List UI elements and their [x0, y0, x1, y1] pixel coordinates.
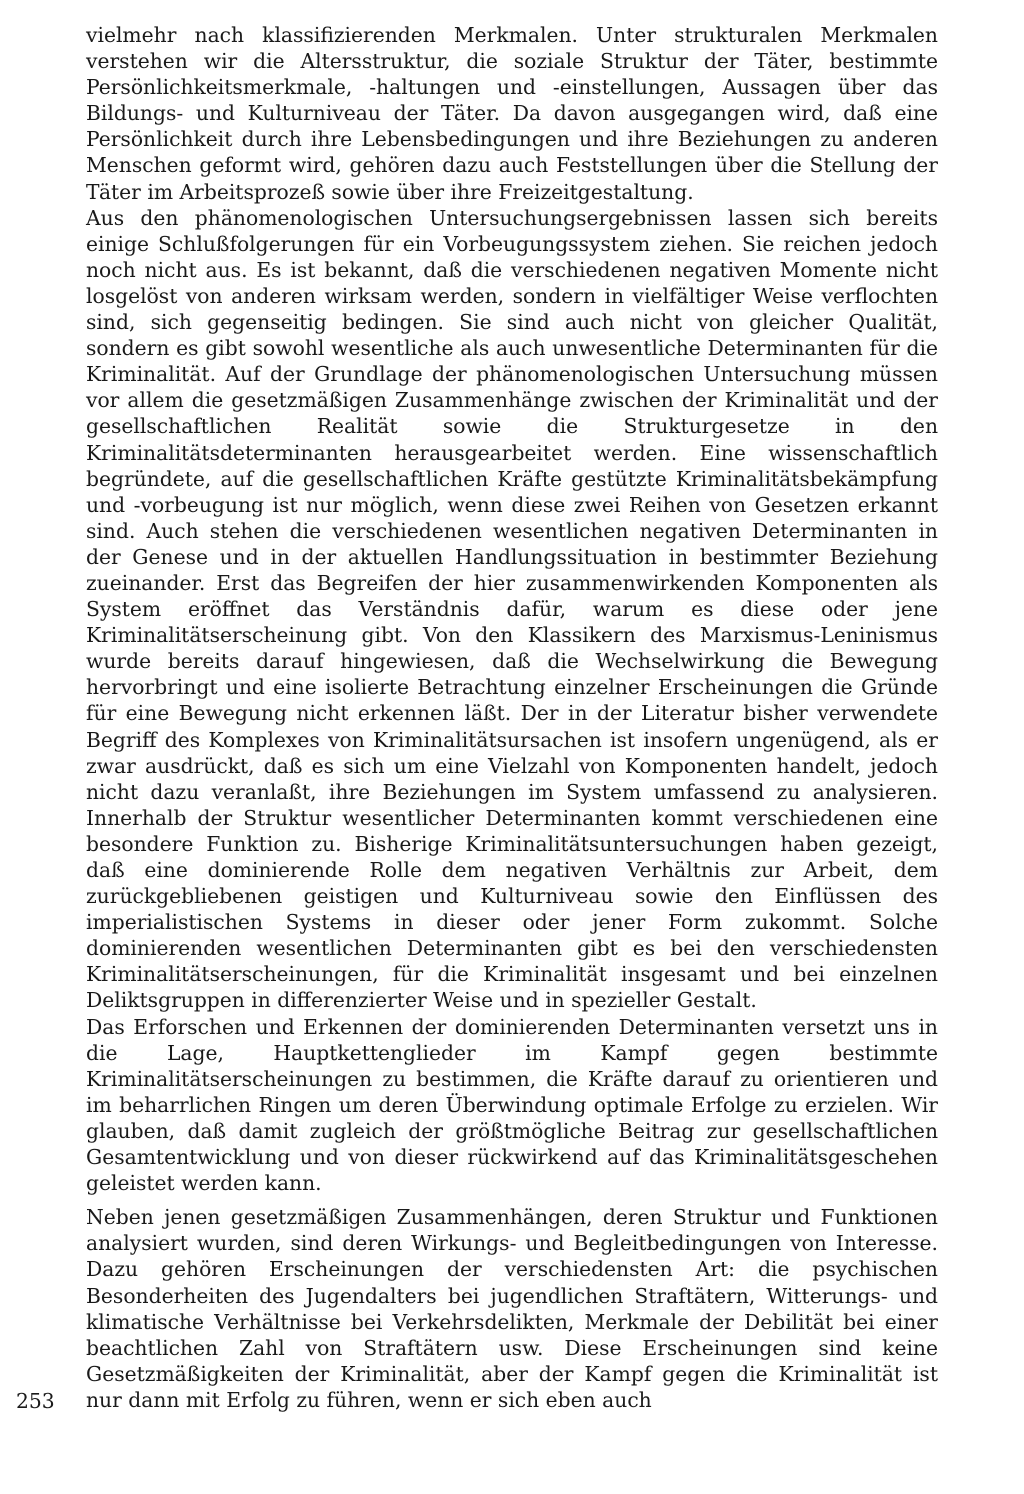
paragraph-2: Aus den phänomenologischen Untersuchungsergebnissen lassen sich bereits einige Schlußfolgerungen für ein Vorbeugungssystem ziehen. Sie reichen jedoch noch nicht aus. Es ist bekannt, daß die verschiedenen negativen Momente nicht losgelöst von anderen wirksam werden, sondern in vielfältiger Weise verflochten sind, sich gegenseitig bedingen. Sie sind auch nicht von gleicher Qualität, sondern es gibt sowohl wesentliche als auch unwesentliche Determinanten für die Kriminalität. Auf der Grundlage der phänomenologischen Untersuchung müssen vor allem die gesetzmäßigen Zusammenhänge zwischen der Kriminalität und der gesellschaftlichen Realität sowie die Strukturgesetze in den Kriminalitätsdeterminanten herausgearbeitet werden. Eine wissenschaftlich begründete, auf die gesellschaftlichen Kräfte gestützte Kriminalitätsbekämpfung und -vorbeugung ist nur möglich, wenn diese zwei Reihen von Gesetzen erkannt sind. Auch stehen die verschiedenen wesentlichen negativen Determinanten in der Genese und in der aktuellen Handlungssituation in bestimmter Beziehung zueinander. Erst das Begreifen der hier zusammenwirkenden Komponenten als System eröffnet das Verständnis dafür, warum es diese oder jene Kriminalitätserscheinung gibt. Von den Klassikern des Marxismus-Leninismus wurde bereits darauf hingewiesen, daß die Wechselwirkung die Bewegung hervorbringt und eine isolierte Betrachtung einzelner Erscheinungen die Gründe für eine Bewegung nicht erkennen läßt. Der in der Literatur bisher verwendete Begriff des Komplexes von Kriminalitätsursachen ist insofern ungenügend, als er zwar ausdrückt, daß es sich um eine Vielzahl von Komponenten handelt, jedoch nicht dazu veranlaßt, ihre Beziehungen im System umfassend zu analysieren. Innerhalb der Struktur wesentlicher Determinanten kommt verschiedenen eine besondere Funktion zu. Bisherige Kriminalitätsuntersuchungen haben gezeigt, daß eine dominierende Rolle dem negativen Verhältnis zur Arbeit, dem zurückgebliebenen geistigen und Kulturniveau sowie den Einflüssen des imperialistischen Systems in dieser oder jener Form zukommt. Solche dominierenden wesentlichen Determinanten gibt es bei den verschiedensten Kriminalitätserscheinungen, für die Kriminalität insgesamt und bei einzelnen Deliktsgruppen in differenzierter Weise und in spezieller Gestalt. — [86, 205, 938, 1013]
paragraph-3: Das Erforschen und Erkennen der dominierenden Determinanten versetzt uns in die Lage, Hauptkettenglieder im Kampf gegen bestimmte Kriminalitätserscheinungen zu bestimmen, die Kräfte darauf zu orientieren und im beharrlichen Ringen um deren Überwindung optimale Erfolge zu erzielen. Wir glauben, daß damit zugleich der größtmögliche Beitrag zur gesellschaftlichen Gesamtentwicklung und von dieser rückwirkend auf das Kriminalitätsgeschehen geleistet werden kann. — [86, 1014, 938, 1196]
page-body — [86, 22, 938, 1413]
paragraph-1: vielmehr nach klassifizierenden Merkmalen. Unter strukturalen Merkmalen verstehen wir die Altersstruktur, die soziale Struktur der Täter, bestimmte Persönlichkeitsmerkmale, -haltungen und -einstellungen, Aussagen über das Bildungs- und Kulturniveau der Täter. Da davon ausgegangen wird, daß eine Persönlichkeit durch ihre Lebensbedingungen und ihre Beziehungen zu anderen Menschen geformt wird, gehören dazu auch Feststellungen über die Stellung der Täter im Arbeitsprozeß sowie über ihre Freizeitgestaltung. — [86, 23, 938, 204]
page-number: 253 — [16, 1389, 55, 1413]
paragraph-4: Neben jenen gesetzmäßigen Zusammenhängen, deren Struktur und Funktionen analysiert wurden, sind deren Wirkungs- und Begleitbedingungen von Interesse. Dazu gehören Erscheinungen der verschiedensten Art: die psychischen Besonderheiten des Jugendalters bei jugendlichen Straftätern, Witterungs- und klimatische Verhältnisse bei Verkehrsdelikten, Merkmale der Debilität bei einer beachtlichen Zahl von Straftätern usw. Diese Erscheinungen sind keine Gesetzmäßigkeiten der Kriminalität, aber der Kampf gegen die Kriminalität ist nur dann mit Erfolg zu führen, wenn er sich eben auch — [86, 1205, 938, 1412]
